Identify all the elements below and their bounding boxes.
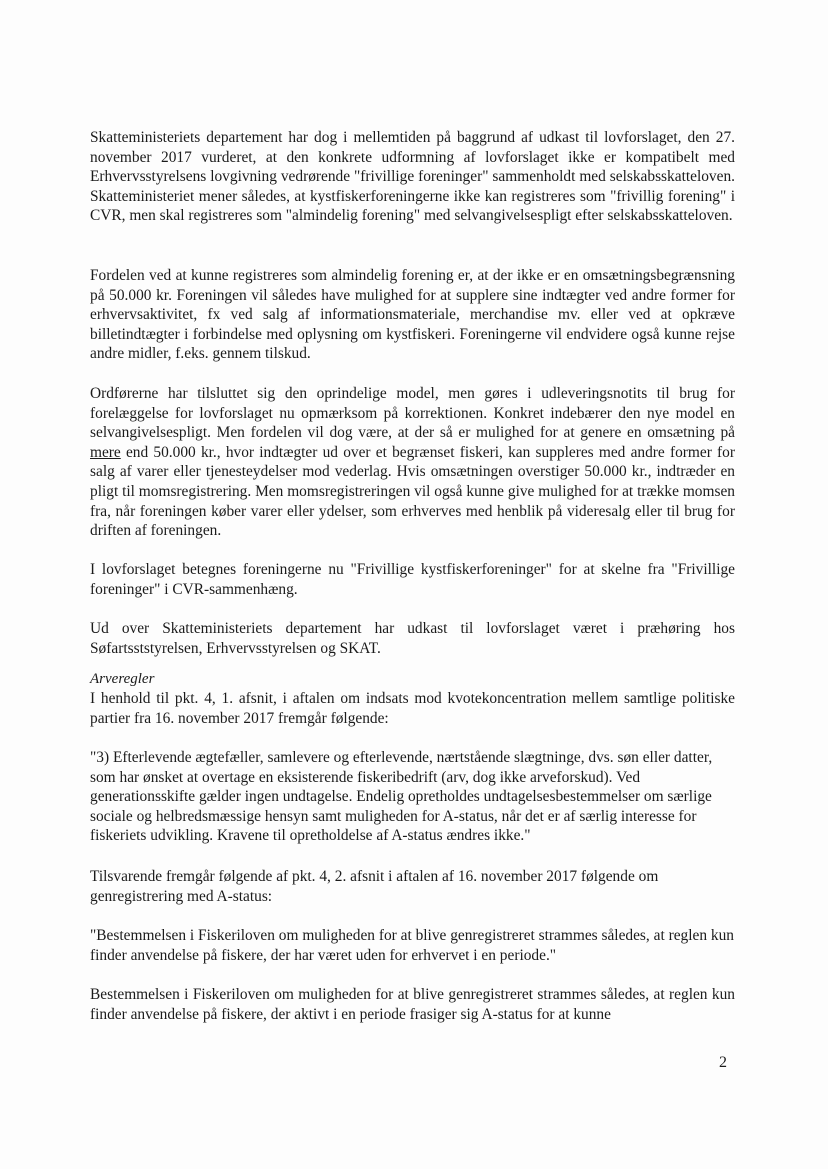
quote-efterlevende: "3) Efterlevende ægtefæller, samlevere og efterlevende, nærtstående slægtninge, dvs. søn eller datter, som har ønsket at overtage en eksisterende fiskeribedrift (arv, dog ikke arveforskud). Ved generationsskifte gælder ingen undtagelse. Endelig opretholdes undtagelsesbestemmelser om særlige sociale og helbredsmæssige hensyn samt muligheden for A-status, når det er af særlig interesse for fiskeriets udvikling. Kravene til opretholdelse af A-status ændres ikke." <box>90 749 713 845</box>
paragraph-text-part: end 50.000 kr., hvor indtægter ud over et begrænset fiskeri, kan suppleres med andre former for salg af varer eller tjenesteydelser mod vederlag. Hvis omsætningen overstiger 50.000 kr., indtræder en pligt til momsregistrering. Men momsregistreringen vil også kunne give mulighed for at trække momsen fra, når foreningen køber varer eller ydelser, som erhverves med henblik på videresalg eller til brug for driften af foreningen. <box>90 443 735 540</box>
paragraph-i-henhold: I henhold til pkt. 4, 1. afsnit, i aftalen om indsats mod kvotekoncentration mellem samtlige politiske partier fra 16. november 2017 fremgår følgende: <box>90 690 735 727</box>
paragraph-bestemmelsen: Bestemmelsen i Fiskeriloven om muligheden for at blive genregistreret strammes således, at reglen kun finder anvendelse på fiskere, der aktivt i en periode frasiger sig A-status for at kunne <box>90 986 735 1023</box>
paragraph-text-part: Ordførerne har tilsluttet sig den oprindelige model, men gøres i udleveringsnotits til brug for forelæggelse for lovforslaget nu opmærksom på korrektionen. Konkret indebærer den nye model en selvangivelsespligt. Men fordelen vil dog være, at der så er mulighed for at genere en omsætning på <box>90 385 735 442</box>
paragraph-ordfoererne-model <box>90 384 735 541</box>
quote-bestemmelsen: "Bestemmelsen i Fiskeriloven om muligheden for at blive genregistreret strammes således, at reglen kun finder anvendelse på fiskere, der har været uden for erhvervet i en periode." <box>90 927 734 964</box>
paragraph-praehoering: Ud over Skatteministeriets departement har udkast til lovforslaget været i præhøring hos Søfartsststyrelsen, Erhvervsstyrelsen og SKAT. <box>90 620 735 657</box>
paragraph-fordelen-almindelig-forening: Fordelen ved at kunne registreres som almindelig forening er, at der ikke er en omsætningsbegrænsning på 50.000 kr. Foreningen vil således have mulighed for at supplere sine indtægter ved andre former for erhvervsaktivitet, fx ved salg af informationsmateriale, merchandise mv. eller ved at opkræve billetindtægter i forbindelse med oplysning om kystfiskeri. Foreningerne vil endvidere også kunne rejse andre midler, f.eks. gennem tilskud. <box>90 267 735 363</box>
section-heading-arveregler: Arveregler <box>90 671 155 687</box>
paragraph-tilsvarende: Tilsvarende fremgår følgende af pkt. 4, 2. afsnit i aftalen af 16. november 2017 følgende om genregistrering med A-status: <box>90 868 659 905</box>
paragraph-frivillige-kystfiskerforeninger: I lovforslaget betegnes foreningerne nu "Frivillige kystfiskerforeninger" for at skelne fra "Frivillige foreninger" i CVR-sammenhæng. <box>90 561 735 598</box>
underlined-word-mere: mere <box>90 443 121 461</box>
page-number: 2 <box>719 1054 727 1071</box>
paragraph-skatteministeriet-vurdering: Skatteministeriets departement har dog i mellemtiden på baggrund af udkast til lovforslaget, den 27. november 2017 vurderet, at den konkrete udformning af lovforslaget ikke er kompatibelt med Erhvervsstyrelsens lovgivning vedrørende "frivillige foreninger" sammenholdt med selskabsskatteloven. Skatteministeriet mener således, at kystfiskerforeningerne ikke kan registreres som "frivillig forening" i CVR, men skal registreres som "almindelig forening" med selvangivelsespligt efter selskabsskatteloven. <box>90 129 735 225</box>
